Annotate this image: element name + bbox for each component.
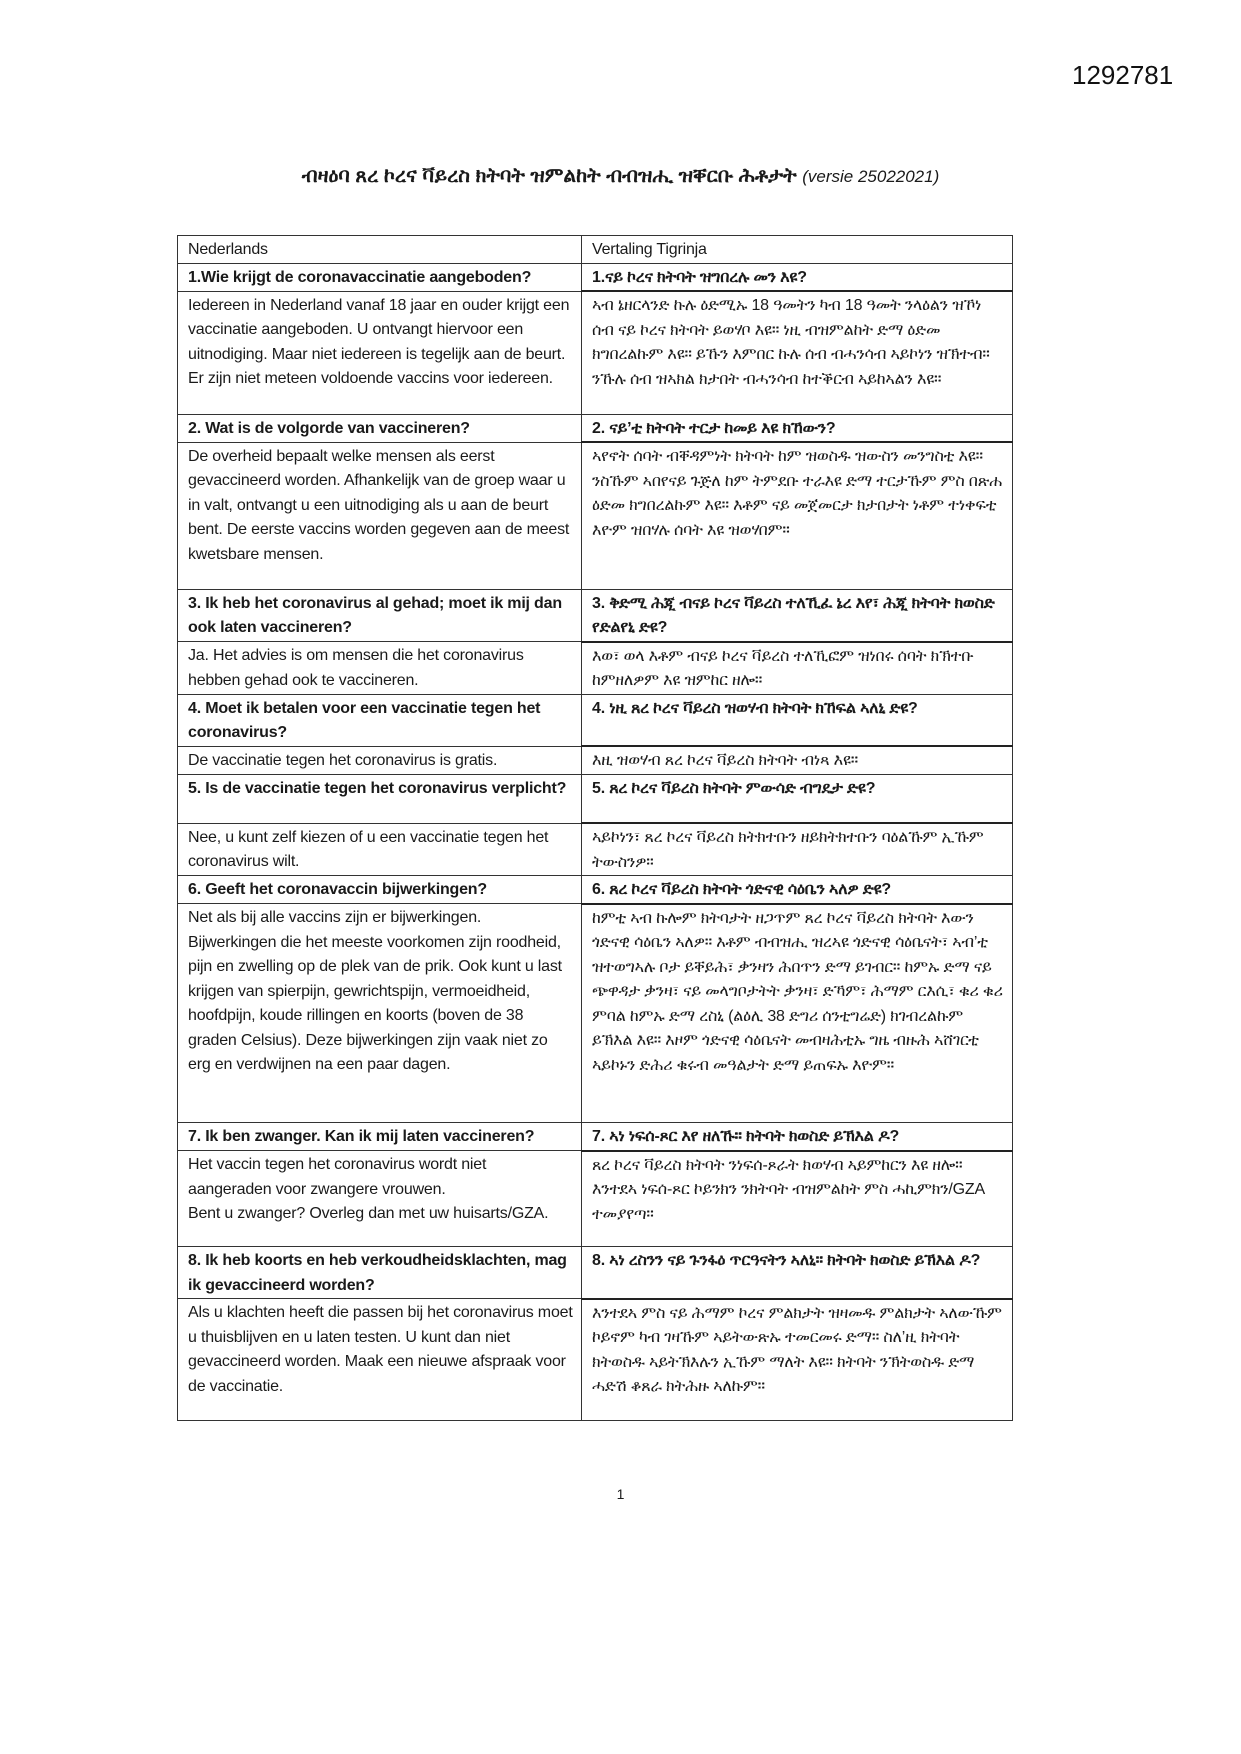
answer-dutch: Iedereen in Nederland vanaf 18 jaar en ouder krijgt een vaccinatie aangeboden. U ontvangt hiervoor een uitnodiging. Maar niet iedereen is tegelijk aan de beurt. Er zijn niet meteen voldoende vaccins voor iedereen. <box>178 291 582 414</box>
answer-dutch: Ja. Het advies is om mensen die het coronavirus hebben gehad ook te vaccineren. <box>178 642 582 695</box>
answer-tigrinya: ኣብ ኔዘርላንድ ኩሉ ዕድሚኡ 18 ዓመትን ካብ 18 ዓመት ንላዕልን ዝኾነ ሰብ ናይ ኮረና ክትባት ይወሃቦ እዩ። ነዚ ብዝምልከት ድማ ዕድመ ክግበረልኩም እዩ። ይኹን እምበር ኩሉ ሰብ ብሓንሳብ ኣይኮነን ዝኽተብ። ንኹሉ ሰብ ዝኣክል ክታበት ብሓንሳብ ከተቕርብ ኣይከኣልን እዩ። <box>582 291 1013 414</box>
answer-dutch: Nee, u kunt zelf kiezen of u een vaccinatie tegen het coronavirus wilt. <box>178 823 582 876</box>
document-id: 1292781 <box>1072 60 1174 90</box>
question-dutch: 1.Wie krijgt de coronavaccinatie aangeboden? <box>178 263 582 291</box>
question-dutch: 7. Ik ben zwanger. Kan ik mij laten vaccineren? <box>178 1123 582 1151</box>
question-row <box>178 774 1013 823</box>
question-tigrinya: 7. ኣነ ነፍሰ-ጾር እየ ዘለኹ። ክትባት ክወስድ ይኽእል ዶ? <box>582 1123 1013 1151</box>
faq-table <box>177 235 1013 1421</box>
version-label: (versie 25022021) <box>802 167 940 186</box>
answer-dutch: Het vaccin tegen het coronavirus wordt niet aangeraden voor zwangere vrouwen. Bent u zwanger? Overleg dan met uw huisarts/GZA. <box>178 1151 582 1247</box>
question-row <box>178 694 1013 746</box>
document-title <box>0 165 1241 188</box>
header-tigrinya: Vertaling Tigrinja <box>582 236 1013 264</box>
answer-tigrinya: እወ፣ ወላ እቶም ብናይ ኮረና ቫይረስ ተለኺፎም ዝነበሩ ሰባት ክኽተቡ ከምዘለዎም እዩ ዝምከር ዘሎ። <box>582 642 1013 695</box>
answer-row <box>178 291 1013 414</box>
question-tigrinya: 6. ጸረ ኮረና ቫይረስ ክትባት ጎድናዊ ሳዕቤን ኣለዎ ድዩ? <box>582 876 1013 904</box>
answer-row <box>178 642 1013 695</box>
page-number: 1 <box>616 1486 625 1502</box>
header-dutch: Nederlands <box>178 236 582 264</box>
answer-dutch: De vaccinatie tegen het coronavirus is gratis. <box>178 746 582 774</box>
question-row <box>178 589 1013 642</box>
answer-dutch: Net als bij alle vaccins zijn er bijwerkingen. Bijwerkingen die het meeste voorkomen zijn roodheid, pijn en zwelling op de plek van de prik. Ook kunt u last krijgen van spierpijn, gewrichtspijn, vermoeidheid, hoofdpijn, koude rillingen en koorts (boven de 38 graden Celsius). Deze bijwerkingen zijn vaak niet zo erg en verdwijnen na een paar dagen. <box>178 904 582 1123</box>
question-tigrinya: 3. ቅድሚ ሕጂ ብናይ ኮረና ቫይረስ ተለኺፈ ኔረ እየ፣ ሕጂ ክትባት ክወስድ የድልየኒ ድዩ? <box>582 589 1013 642</box>
question-dutch: 4. Moet ik betalen voor een vaccinatie tegen het coronavirus? <box>178 694 582 746</box>
table-header-row <box>178 236 1013 264</box>
answer-tigrinya: ጸረ ኮረና ቫይረስ ክትባት ንነፍሰ-ጾራት ክወሃብ ኣይምከርን እዩ ዘሎ። እንተደኣ ነፍሰ-ጾር ኮይንክን ንክትባት ብዝምልከት ምስ ሓኪምክን/GZA ተመያየጣ። <box>582 1151 1013 1247</box>
answer-row <box>178 1151 1013 1247</box>
question-row <box>178 1123 1013 1151</box>
question-tigrinya: 2. ናይ’ቲ ክትባት ተርታ ከመይ እዩ ክኸውን? <box>582 414 1013 442</box>
answer-tigrinya: እዚ ዝወሃብ ጸረ ኮረና ቫይረስ ክትባት ብነጻ እዩ። <box>582 746 1013 774</box>
question-dutch: 2. Wat is de volgorde van vaccineren? <box>178 414 582 442</box>
question-dutch: 5. Is de vaccinatie tegen het coronavirus verplicht? <box>178 774 582 823</box>
answer-dutch: Als u klachten heeft die passen bij het coronavirus moet u thuisblijven en u laten testen. U kunt dan niet gevaccineerd worden. Maak een nieuwe afspraak voor de vaccinatie. <box>178 1299 582 1421</box>
question-dutch: 6. Geeft het coronavaccin bijwerkingen? <box>178 876 582 904</box>
question-tigrinya: 8. ኣነ ረስንን ናይ ጉንፋዕ ጥርዓናትን ኣለኒ። ክትባት ክወስድ ይኽእል ዶ? <box>582 1247 1013 1299</box>
question-dutch: 8. Ik heb koorts en heb verkoudheidsklachten, mag ik gevaccineerd worden? <box>178 1247 582 1299</box>
answer-tigrinya: ኣይኮነን፣ ጸረ ኮረና ቫይረስ ክትክተቡን ዘይክትክተቡን ባዕልኹም ኢኹም ትውስንዎ። <box>582 823 1013 876</box>
question-row <box>178 263 1013 291</box>
answer-dutch: De overheid bepaalt welke mensen als eerst gevaccineerd worden. Afhankelijk van de groep waar u in valt, ontvangt u een uitnodiging als u aan de beurt bent. De eerste vaccins worden gegeven aan de meest kwetsbare mensen. <box>178 442 582 589</box>
answer-tigrinya: ኣየኖት ሰባት ብቐዳምነት ክትባት ከም ዝወስዱ ዝውስን መንግስቲ እዩ። ንስኹም ኣበየናይ ጉጅለ ከም ትምደቡ ተራእዩ ድማ ተርታኹም ምስ በጽሐ ዕድመ ክግበረልኩም እዩ። እቶም ናይ መጀመርታ ክታበታት ነቶም ተነቀፍቲ እዮም ዝበሃሉ ሰባት እዩ ዝወሃበም። <box>582 442 1013 589</box>
answer-row <box>178 904 1013 1123</box>
answer-row <box>178 823 1013 876</box>
question-dutch: 3. Ik heb het coronavirus al gehad; moet ik mij dan ook laten vaccineren? <box>178 589 582 642</box>
answer-tigrinya: እንተደኣ ምስ ናይ ሕማም ኮረና ምልክታት ዝዛመዱ ምልክታት ኣለውኹም ኮይኖም ካብ ገዛኹም ኣይትውጽኡ ተመርመሩ ድማ። ስለ’ዚ ክትባት ክትወስዱ ኣይትኽእሉን ኢኹም ማለት እዩ። ክትባት ንኽትወስዱ ድማ ሓድሽ ቆጸራ ክትሕዙ ኣለኩም። <box>582 1299 1013 1421</box>
answer-row <box>178 746 1013 774</box>
answer-row <box>178 1299 1013 1421</box>
answer-row <box>178 442 1013 589</box>
title-text: ብዛዕባ ጸረ ኮረና ቫይረስ ክትባት ዝምልከት ብብዝሒ ዝቐርቡ ሕቶታት <box>301 165 797 187</box>
question-row <box>178 1247 1013 1299</box>
question-tigrinya: 1.ናይ ኮረና ክትባት ዝግበረሉ መን እዩ? <box>582 263 1013 291</box>
question-tigrinya: 5. ጸረ ኮረና ቫይረስ ክትባት ምውሳድ ብግዴታ ድዩ? <box>582 774 1013 823</box>
answer-tigrinya: ከምቲ ኣብ ኩሎም ክትባታት ዘጋጥም ጸረ ኮረና ቫይረስ ክትባት እውን ጎድናዊ ሳዕቤን ኣለዎ። እቶም ብብዝሒ ዝረኣዩ ጎድናዊ ሳዕቤናት፣ ኣብ’ቲ ዝተወግኣሉ ቦታ ይቐይሕ፣ ቃንዛን ሕበጥን ድማ ይገብር። ከምኡ ድማ ናይ ጭዋዳታ ቃንዛ፣ ናይ መላግቦታትት ቃንዛ፣ ድኻም፣ ሕማም ርእሲ፣ ቁሪ ቁሪ ምባል ከምኡ ድማ ረስኒ (ልዕሊ 38 ድግሪ ሰንቲግሬድ) ክገብረልኩም ይኽእል እዩ። እዞም ጎድናዊ ሳዕቤናት መብዛሕቲኡ ግዜ ብዙሕ ኣሸገርቲ ኣይኮኑን ድሕሪ ቁሩብ መዓልታት ድማ ይጠፍኡ እዮም። <box>582 904 1013 1123</box>
question-row <box>178 876 1013 904</box>
question-tigrinya: 4. ነዚ ጸረ ኮረና ቫይረስ ዝወሃብ ክትባት ክኸፍል ኣለኒ ድዩ? <box>582 694 1013 746</box>
question-row <box>178 414 1013 442</box>
